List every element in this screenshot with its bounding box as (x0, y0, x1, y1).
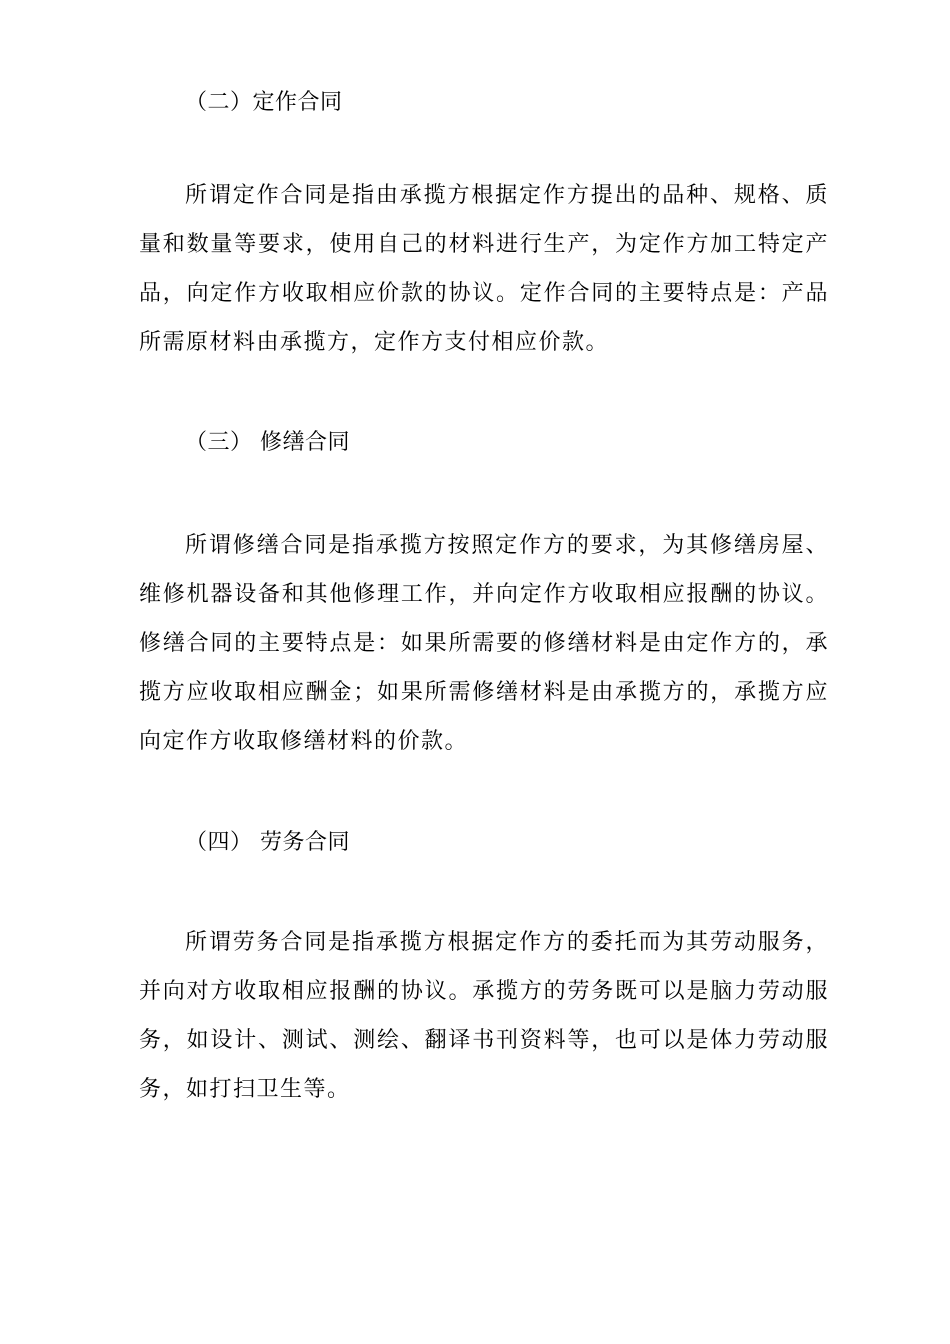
section-paragraph-lao-wu: 所谓劳务合同是指承揽方根据定作方的委托而为其劳动服务，并向对方收取相应报酬的协议。承揽方的劳务既可以是脑力劳动服务，如设计、测试、测绘、翻译书刊资料等，也可以是体力劳动服务，如打扫卫生等。 (139, 930, 829, 1102)
section-paragraph-ding-zuo: 所谓定作合同是指由承揽方根据定作方提出的品种、规格、质量和数量等要求，使用自己的材料进行生产，为定作方加工特定产品，向定作方收取相应价款的协议。定作合同的主要特点是：产品所需原材料由承揽方，定作方支付相应价款。 (139, 183, 829, 355)
section-heading-lao-wu: （四） 劳务合同 (185, 830, 350, 855)
section-paragraph-xiu-shan: 所谓修缮合同是指承揽方按照定作方的要求，为其修缮房屋、维修机器设备和其他修理工作，并向定作方收取相应报酬的协议。修缮合同的主要特点是：如果所需要的修缮材料是由定作方的，承揽方应收取相应酬金；如果所需修缮材料是由承揽方的，承揽方应向定作方收取修缮材料的价款。 (139, 533, 829, 754)
section-heading-ding-zuo: （二）定作合同 (185, 90, 343, 115)
section-heading-xiu-shan: （三） 修缮合同 (185, 430, 350, 455)
